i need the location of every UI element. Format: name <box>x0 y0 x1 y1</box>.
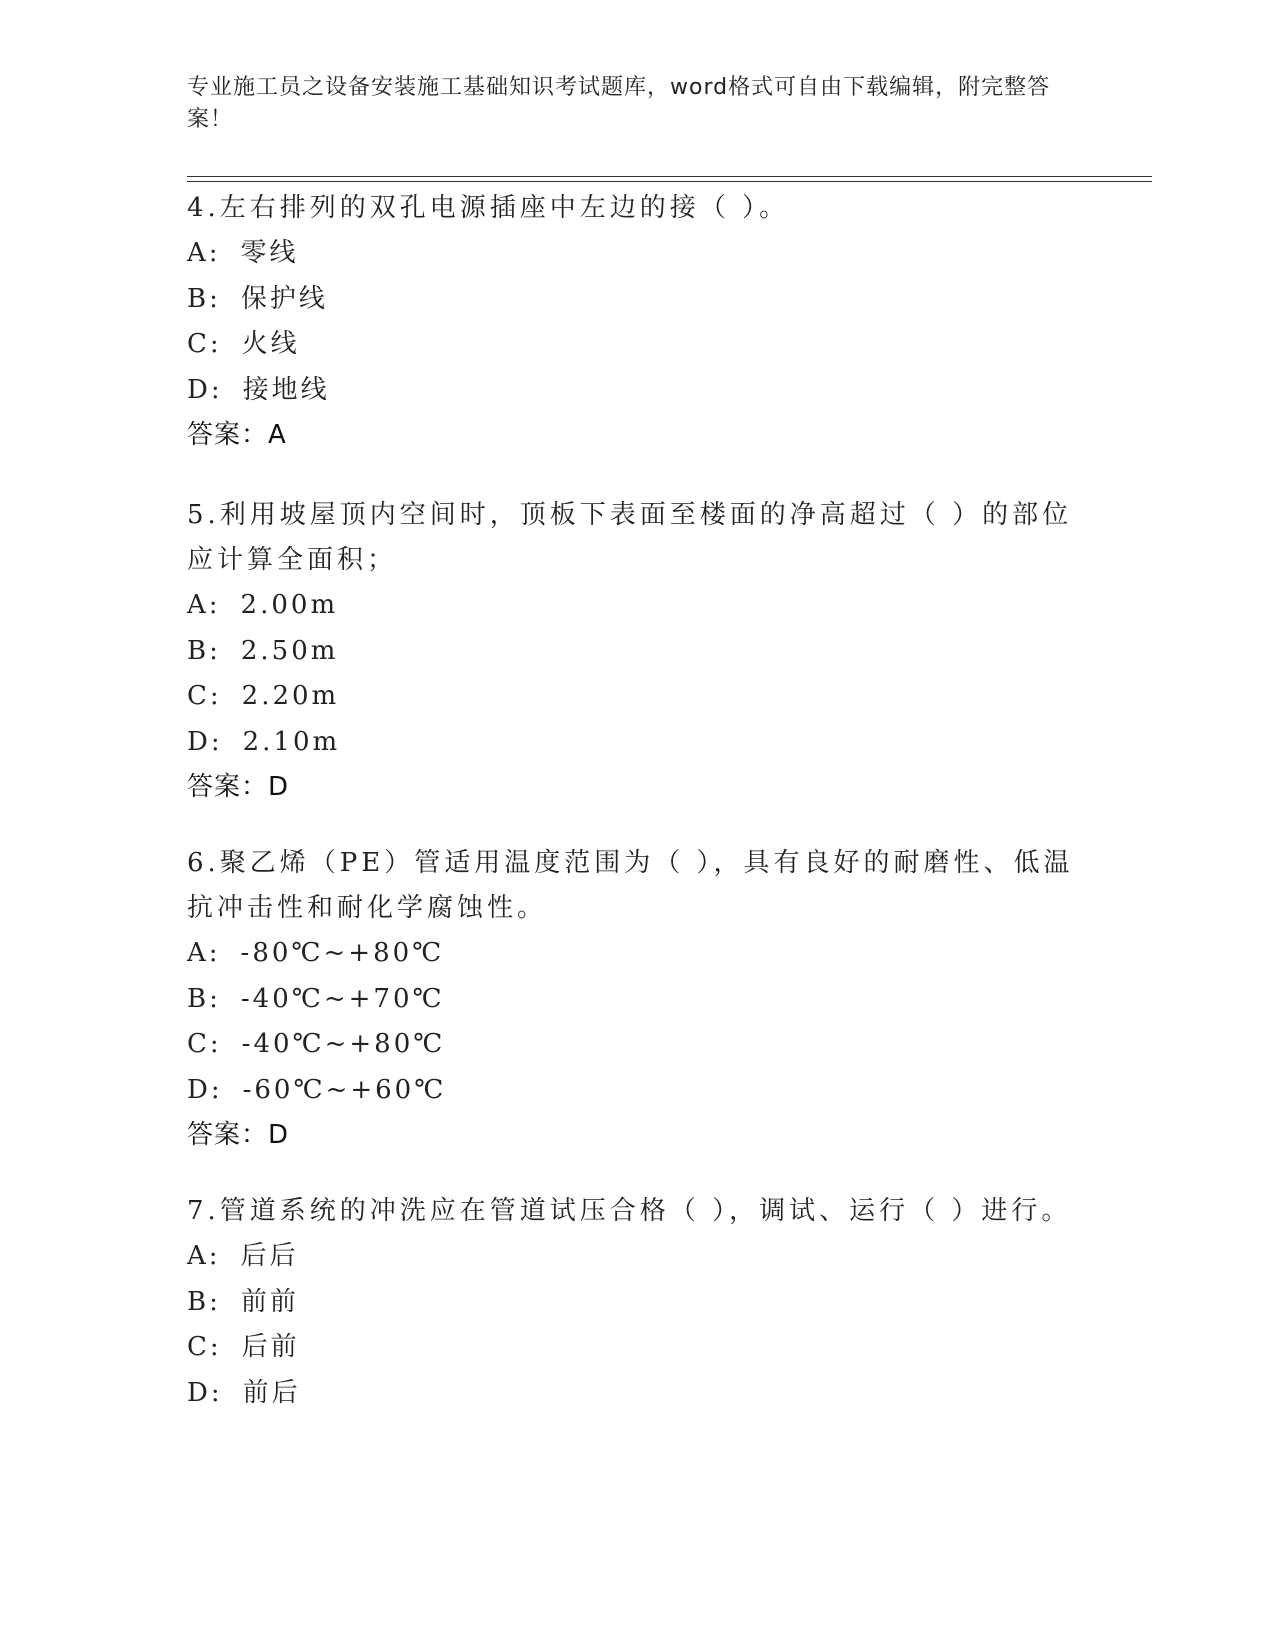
answer-label: 答案：A <box>187 420 287 450</box>
option-a <box>187 1234 1087 1280</box>
question-7 <box>187 1189 1087 1416</box>
option-d <box>187 1371 1087 1417</box>
option-c <box>187 1022 1087 1068</box>
option-d <box>187 1068 1087 1114</box>
header-divider-top <box>187 176 1152 177</box>
option-text: 2.00m <box>240 590 339 620</box>
option-letter: C: <box>187 681 222 711</box>
option-letter: B: <box>187 635 221 666</box>
option-letter: C: <box>187 1029 222 1059</box>
option-text: 2.50m <box>240 635 339 666</box>
option-a <box>187 583 1087 629</box>
option-c <box>187 674 1087 720</box>
option-text: 2.20m <box>241 681 340 711</box>
option-b <box>187 277 1087 323</box>
document-header: 专业施工员之设备安装施工基础知识考试题库，word格式可自由下载编辑，附完整答案！ <box>187 75 1051 132</box>
header-divider-bottom <box>187 181 1152 182</box>
option-d <box>187 720 1087 766</box>
option-c <box>187 322 1087 368</box>
option-text: 火线 <box>241 329 300 359</box>
option-letter: B: <box>187 283 221 314</box>
option-letter: A: <box>187 938 221 968</box>
option-letter: D: <box>187 1377 223 1408</box>
question-title: 6.聚乙烯（PE）管适用温度范围为（ ），具有良好的耐磨性、低温抗冲击性和耐化学腐蚀性。 <box>187 848 1074 923</box>
option-text: 前前 <box>240 1286 299 1317</box>
option-b <box>187 629 1087 675</box>
option-letter: D: <box>187 374 223 405</box>
option-text: 保护线 <box>240 283 328 314</box>
option-c <box>187 1325 1087 1371</box>
option-text: 后前 <box>241 1332 300 1362</box>
option-a <box>187 931 1087 977</box>
option-letter: B: <box>187 983 221 1014</box>
option-d <box>187 368 1087 414</box>
option-b <box>187 1280 1087 1326</box>
option-text: -80℃~+80℃ <box>240 938 445 968</box>
option-letter: A: <box>187 238 221 268</box>
option-text: 后后 <box>240 1241 299 1271</box>
option-text: 接地线 <box>242 374 330 405</box>
option-letter: B: <box>187 1286 221 1317</box>
option-letter: C: <box>187 329 222 359</box>
question-title: 5.利用坡屋顶内空间时，顶板下表面至楼面的净高超过（ ）的部位应计算全面积； <box>187 500 1073 575</box>
question-title: 7.管道系统的冲洗应在管道试压合格（ ），调试、运行（ ）进行。 <box>187 1196 1072 1226</box>
option-text: -40℃~+70℃ <box>240 983 445 1014</box>
answer-label: 答案：D <box>187 1120 290 1150</box>
question-4 <box>187 186 1087 459</box>
option-letter: A: <box>187 590 221 620</box>
option-letter: C: <box>187 1332 222 1362</box>
answer-label: 答案：D <box>187 772 290 802</box>
option-letter: D: <box>187 1074 223 1105</box>
question-5 <box>187 493 1087 811</box>
option-letter: D: <box>187 726 223 757</box>
question-title: 4.左右排列的双孔电源插座中左边的接（ ）。 <box>187 193 790 223</box>
option-text: 前后 <box>242 1377 301 1408</box>
option-b <box>187 977 1087 1023</box>
option-text: 2.10m <box>242 726 341 757</box>
option-a <box>187 231 1087 277</box>
option-letter: A: <box>187 1241 221 1271</box>
question-6 <box>187 841 1087 1159</box>
option-text: 零线 <box>240 238 299 268</box>
option-text: -40℃~+80℃ <box>241 1029 446 1059</box>
option-text: -60℃~+60℃ <box>242 1074 447 1105</box>
